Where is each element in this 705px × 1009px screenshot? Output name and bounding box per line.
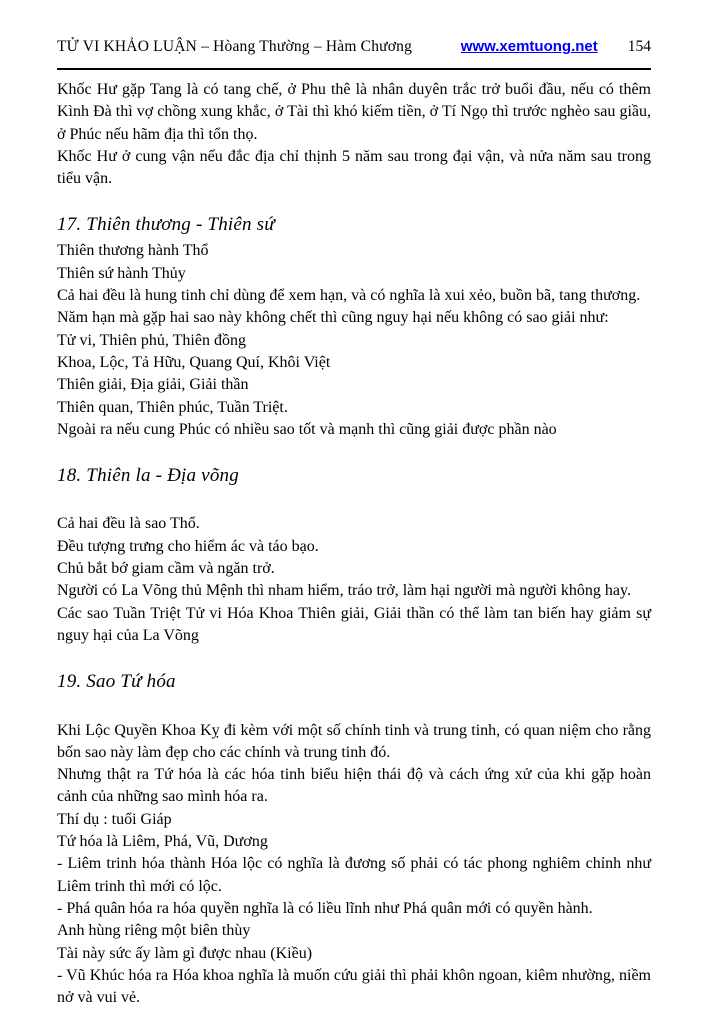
document-title: TỬ VI KHẢO LUẬN – Hòang Thường – Hàm Chương <box>57 38 413 55</box>
header-divider <box>57 68 651 70</box>
section-intro <box>57 79 651 190</box>
section-19 <box>57 670 651 1009</box>
section-heading: 19. Sao Tứ hóa <box>57 671 176 693</box>
section-18 <box>57 464 651 647</box>
document-body <box>57 79 651 1009</box>
page-number: 154 <box>627 38 651 55</box>
website-link[interactable]: www.xemtuong.net <box>460 38 598 55</box>
section-body: Cả hai đều là sao Thổ. Đều tượng trưng cho hiểm ác và táo bạo. Chủ bắt bớ giam cầm và ngăn trở. Người có La Võng thủ Mệnh thì nham hiểm, tráo trở, làm hại người mà người không hay. Các sao Tuần Triệt Tử vi Hóa Khoa Thiên giải, Giải thần có thể làm tan biến hay giảm sự nguy hại của La Võng <box>57 515 651 644</box>
section-heading: 17. Thiên thương - Thiên sứ <box>57 214 275 236</box>
section-body: Khốc Hư gặp Tang là có tang chế, ở Phu thê là nhân duyên trắc trở buổi đầu, nếu có thêm Kình Đà thì vợ chồng xung khắc, ở Tài thì khó kiếm tiền, ở Tí Ngọ thì trước nghèo sau giầu, ở Phúc nếu hãm địa thì tổn thọ. Khốc Hư ở cung vận nếu đắc địa chỉ thịnh 5 năm sau trong đại vận, và nửa năm sau trong tiểu vận. <box>57 81 651 188</box>
section-body: Thiên thương hành Thổ Thiên sứ hành Thủy Cả hai đều là hung tinh chỉ dùng để xem hạn, và có nghĩa là xui xẻo, buồn bã, tang thương. Năm hạn mà gặp hai sao này không chết thì cũng nguy hại nếu không có sao giải như: Tử vi, Thiên phủ, Thiên đồng Khoa, Lộc, Tả Hữu, Quang Quí, Khôi Việt Thiên giải, Địa giải, Giải thần Thiên quan, Thiên phúc, Tuần Triệt. Ngoài ra nếu cung Phúc có nhiều sao tốt và mạnh thì cũng giải được phần nào <box>57 242 641 438</box>
section-17 <box>57 213 651 441</box>
section-heading: 18. Thiên la - Địa võng <box>57 465 239 487</box>
section-body: Khi Lộc Quyền Khoa Kỵ đi kèm với một số chính tinh và trung tinh, có quan niệm cho rằng bốn sao này làm đẹp cho các chính và trung tinh đó. Nhưng thật ra Tứ hóa là các hóa tinh biểu hiện thái độ và cách ứng xử của khi gặp hoàn cảnh của những sao mình hóa ra. Thí dụ : tuổi Giáp Tứ hóa là Liêm, Phá, Vũ, Dương - Liêm trinh hóa thành Hóa lộc có nghĩa là đương số phải có tác phong nghiêm chỉnh như Liêm trinh thì mới có lộc. - Phá quân hóa ra hóa quyền nghĩa là có liều lĩnh như Phá quân mới có quyền hành. Anh hùng riêng một biên thùy Tài này sức ấy làm gì được nhau (Kiều) - Vũ Khúc hóa ra Hóa khoa nghĩa là muốn cứu giải thì phải khôn ngoan, kiêm nhường, niềm nở và vui vẻ. <box>57 721 651 1007</box>
page-header <box>57 38 651 56</box>
